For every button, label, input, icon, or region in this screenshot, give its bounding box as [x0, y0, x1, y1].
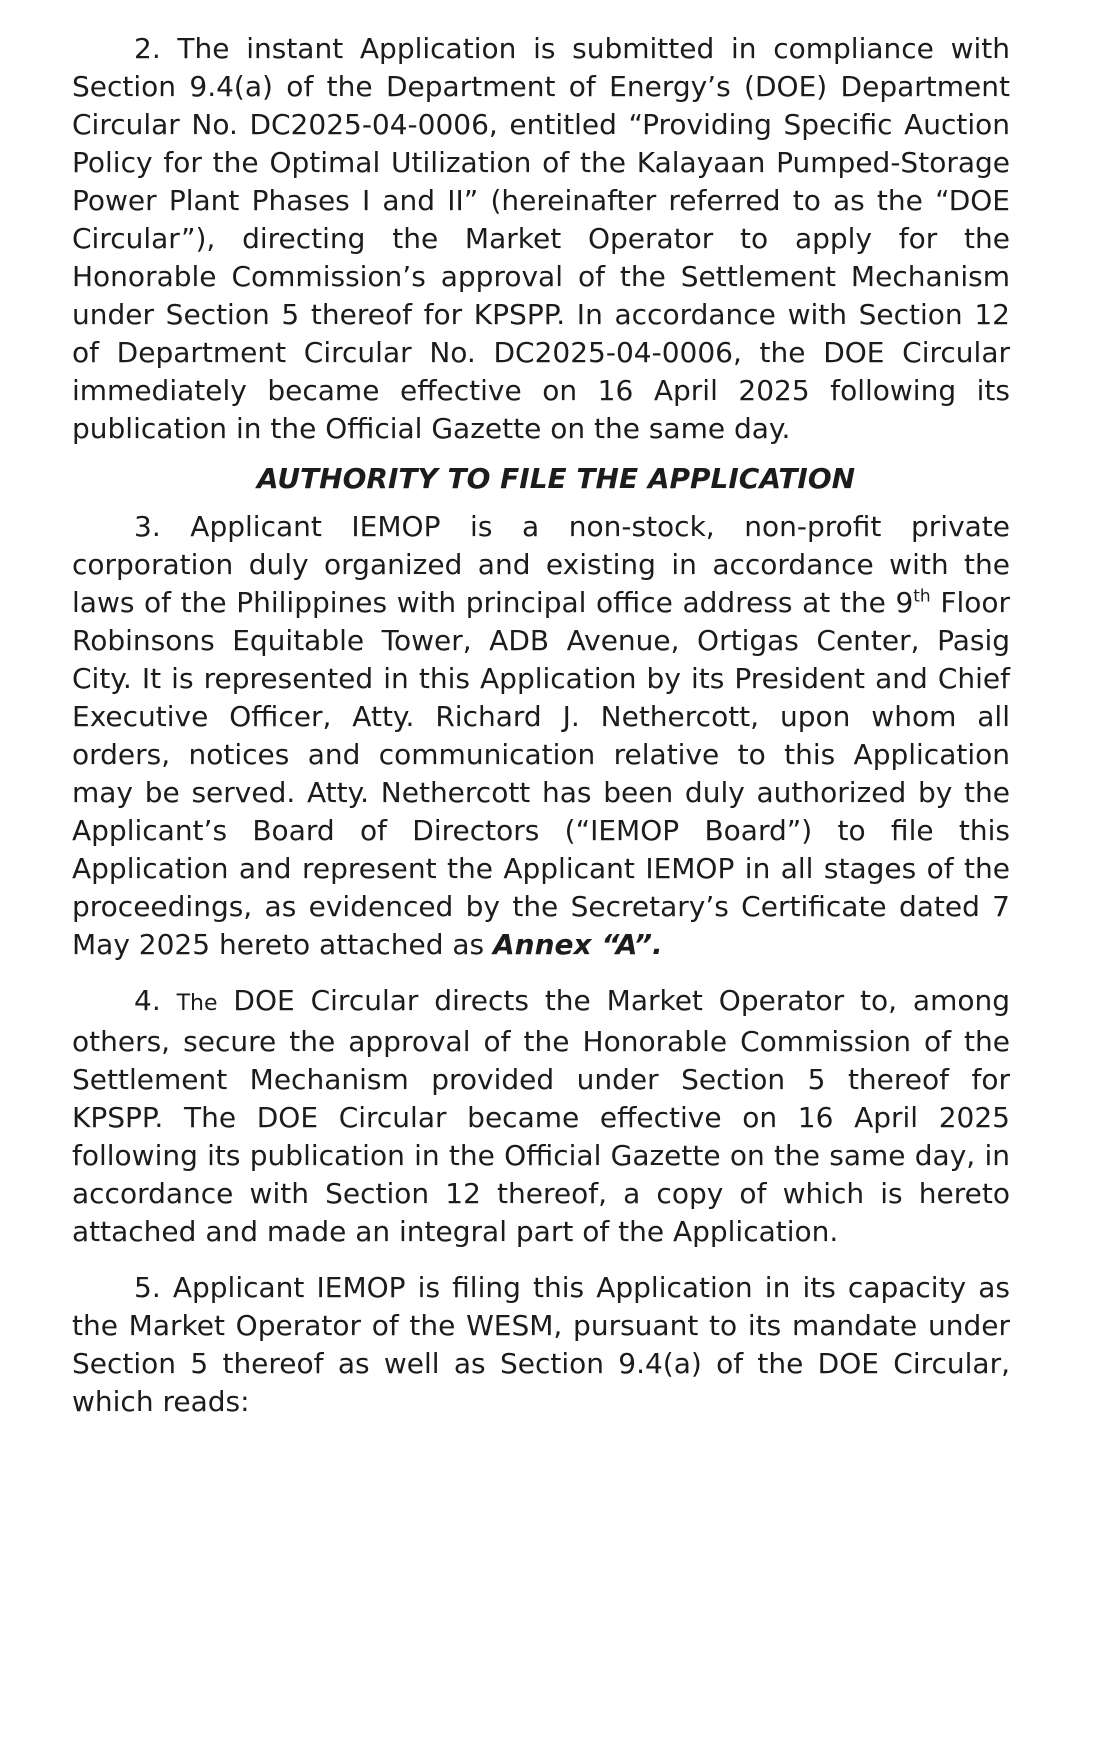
document-page [72, 30, 1010, 1421]
section-heading-authority: AUTHORITY TO FILE THE APPLICATION [256, 462, 856, 495]
paragraph-4-small-word: The [176, 991, 218, 1016]
paragraph-3-text-start: 3. Applicant IEMOP is a non-stock, non-profit private corporation duly organized and existing in accordance with the laws of the Philippines with principal office address at the 9 [72, 510, 1010, 619]
paragraph-4 [72, 982, 1010, 1251]
annex-reference: Annex “A”. [493, 928, 663, 961]
paragraph-5: 5. Applicant IEMOP is filing this Application in its capacity as the Market Operator of the WESM, pursuant to its mandate under Section 5 thereof as well as Section 9.4(a) of the DOE Circular, which reads: [72, 1271, 1010, 1418]
paragraph-4-text: DOE Circular directs the Market Operator to, among others, secure the approval of the Honorable Commission of the Settlement Mechanism provided under Section 5 thereof for KPSPP. The DOE Circular became effective on 16 April 2025 following its publication in the Official Gazette on the same day, in accordance with Section 12 thereof, a copy of which is hereto attached and made an integral part of the Application. [72, 984, 1010, 1248]
paragraph-2: 2. The instant Application is submitted in compliance with Section 9.4(a) of the Department of Energy’s (DOE) Department Circular No. DC2025-04-0006, entitled “Providing Specific Auction Policy for the Optimal Utilization of the Kalayaan Pumped-Storage Power Plant Phases I and II” (hereinafter referred to as the “DOE Circular”), directing the Market Operator to apply for the Honorable Commission’s approval of the Settlement Mechanism under Section 5 thereof for KPSPP. In accordance with Section 12 of Department Circular No. DC2025-04-0006, the DOE Circular immediately became effective on 16 April 2025 following its publication in the Official Gazette on the same day. [72, 32, 1010, 445]
paragraph-3-text-end: Floor Robinsons Equitable Tower, ADB Avenue, Ortigas Center, Pasig City. It is represented in this Application by its President and Chief Executive Officer, Atty. Richard J. Nethercott, upon whom all orders, notices and communication relative to this Application may be served. Atty. Nethercott has been duly authorized by the Applicant’s Board of Directors (“IEMOP Board”) to file this Application and represent the Applicant IEMOP in all stages of the proceedings, as evidenced by the Secretary’s Certificate dated 7 May 2025 hereto attached as [72, 586, 1010, 961]
ordinal-suffix: th [913, 586, 931, 607]
paragraph-3 [72, 508, 1010, 964]
paragraph-4-number: 4. [134, 984, 177, 1017]
